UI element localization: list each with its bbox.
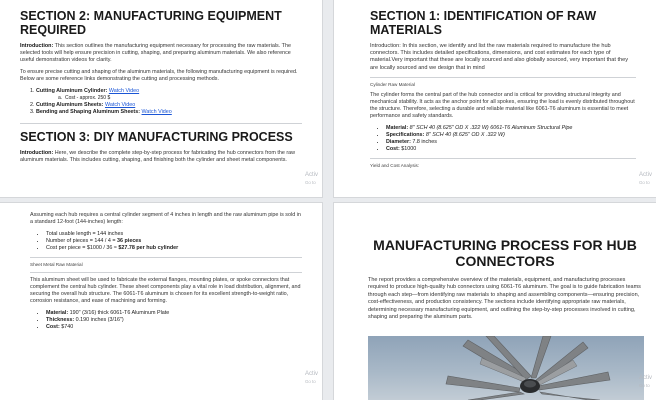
activate-watermark: Activ Go to [304, 172, 318, 185]
hub-connector-photo [368, 336, 644, 400]
list-item: 3. Bending and Shaping Aluminum Sheets: Watch Video [36, 109, 302, 116]
equipment-list [20, 88, 302, 117]
activate-watermark: Activ Go to [304, 371, 318, 384]
section-1-title: SECTION 1: IDENTIFICATION OF RAW MATERIALS [370, 9, 597, 37]
list-item: • Number of pieces = 144 / 4 = 36 pieces [46, 238, 302, 245]
report-title: MANUFACTURING PROCESS FOR HUB CONNECTORS [373, 237, 637, 269]
hub-connector-illustration [368, 336, 644, 400]
section-2-title: SECTION 2: MANUFACTURING EQUIPMENT REQUIRED [20, 9, 282, 37]
list-item: • Cost: $740 [46, 324, 302, 331]
section-2-paragraph: To ensure precise cutting and shaping of the aluminum materials, the following manufacturing equipment is required. Below are some reference links demonstrating the cutting and processing methods. [20, 69, 298, 82]
watch-video-link[interactable]: Watch Video [104, 102, 136, 109]
list-item: • Cost per piece = $1000 / 36 ≈ $27.78 per hub cylinder [46, 245, 302, 252]
section-1-intro: Introduction: In this section, we identify and list the raw materials required to manufacture the hub connectors. This includes detailed specifications, dimensions, and cost estimates for each type of material.Very important that these are locally sourced and also globally sourced, very important that they are locally sourced and we design that in mind [370, 43, 629, 71]
list-item: • Material: 8" SCH 40 (8.625" OD X .322 W) 6061-T6 Aluminum Structural Pipe [386, 125, 636, 132]
yield-paragraph: Assuming each hub requires a central cylinder segment of 4 inches in length and the raw aluminum pipe is sold in a standard 12-foot (144-inches) length: [30, 212, 301, 225]
document-page-section-2 [0, 0, 322, 197]
list-item: • Diameter: 7.8 inches [386, 139, 636, 146]
cost-subitem: a. Cost - approx. 250 $ [58, 95, 111, 102]
document-page-section-1 [334, 0, 656, 197]
list-item: 1. Cutting Aluminum Cylinder: Watch Video a. Cost - approx. 250 $ [36, 88, 302, 102]
sheet-spec-list [30, 310, 302, 332]
watch-video-link[interactable]: Watch Video [108, 88, 140, 94]
activate-watermark: Activ Go to [638, 172, 652, 185]
section-divider [370, 77, 636, 78]
yield-list [30, 231, 302, 253]
section-divider [30, 272, 302, 273]
list-item: • Total usable length = 144 inches [46, 231, 302, 238]
cylinder-paragraph: The cylinder forms the central part of the hub connector and is critical for providing structural integrity and mechanical stability. It acts as the anchor point for all spokes, ensuring the load is evenly distributed throughout the structure. Therefore, selecting a durable and reliable material like 6061-T6 aluminum is essential to meet performance and safety standards. [370, 91, 635, 119]
list-item: • Cost: $1000 [386, 146, 636, 153]
section-3-title: SECTION 3: DIY MANUFACTURING PROCESS [20, 129, 293, 144]
section-divider [30, 257, 302, 258]
list-item: • Specifications: 8" SCH 40 (8.625" OD X .322 W) [386, 132, 636, 139]
document-page-title [334, 203, 656, 400]
document-page-yield [0, 203, 322, 400]
section-2-intro: Introduction: This section outlines the manufacturing equipment necessary for processing the raw materials. The selected tools will help ensure precision in cutting, shaping, and preparing aluminum materials. We also reference useful demonstration videos for clarity. [20, 43, 291, 63]
yield-subheading: Yield and Cost Analysis: [370, 162, 420, 168]
report-summary: The report provides a comprehensive overview of the materials, equipment, and manufacturing processes required to produce high-quality hub connectors using 6061-T6 aluminum. The goal is to guide fabrication teams through each step—from identifying raw materials to shaping and assembling components—ensuring precision, cost-effectiveness, and production consistency. The sections include identifying appropriate raw materials, determining necessary manufacturing equipment, and outlining the step-by-step processes involved in cutting, shaping and preparing the aluminum parts. [368, 277, 641, 321]
cylinder-spec-list [370, 125, 636, 154]
section-3-intro: Introduction: Here, we describe the complete step-by-step process for fabricating the hub connectors from the raw aluminum materials. This includes cutting, shaping, and finishing both the cylinder and sheet metal components. [20, 149, 296, 163]
list-item: 2. Cutting Aluminum Sheets: Watch Video [36, 102, 302, 109]
activate-watermark: Activ Go to [638, 375, 652, 388]
list-item: • Material: 190" (3/16) thick 6061-T6 Aluminum Plate [46, 310, 302, 317]
section-divider [370, 158, 636, 159]
list-item: • Thickness: 0.190 inches (3/16") [46, 317, 302, 324]
sheet-subheading: Sheet Metal Raw Material [30, 261, 83, 267]
cylinder-subheading: Cylinder Raw Material [370, 81, 415, 87]
sheet-paragraph: This aluminum sheet will be used to fabricate the external flanges, mounting plates, or spoke connectors that complement the central hub cylinder. These sheet components play a vital role in load distribution, alignment, and securing the overall hub structure. The 6061-T6 aluminum is chosen for its excellent strength-to-weight ratio, corrosion resistance, and ease of machining and forming. [30, 276, 301, 304]
section-divider [20, 123, 302, 124]
watch-video-link[interactable]: Watch Video [141, 109, 172, 116]
